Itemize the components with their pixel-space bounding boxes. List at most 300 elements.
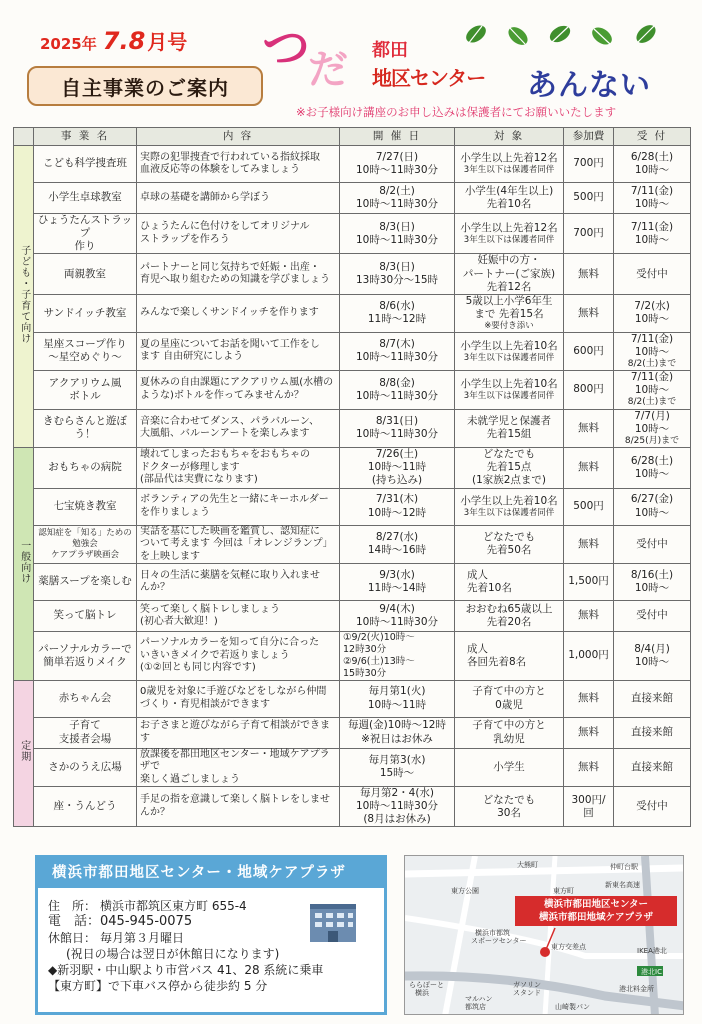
- table-row: [14, 448, 691, 488]
- cell-line: 10時～: [634, 582, 670, 594]
- cell-line: 日々の生活に薬膳を気軽に取り入れませ: [140, 569, 320, 581]
- cell-line: 実際の犯罪捜査で行われている指紋採取: [140, 151, 320, 163]
- table-row: [14, 183, 691, 214]
- target-note: 3年生以下は保護者同伴: [463, 391, 555, 402]
- cell-line: 10時～11時: [367, 461, 427, 474]
- program-date: [340, 183, 455, 214]
- cell-line: 10時～11時30分: [355, 164, 439, 176]
- map-label: ガソリン: [513, 981, 541, 989]
- target-note: ※要付き添い: [484, 321, 534, 331]
- header-name: 事 業 名: [34, 128, 137, 146]
- cell-line: 子育て中の方と: [472, 719, 546, 732]
- cell-line: 乳幼児: [493, 732, 525, 745]
- program-target: [455, 448, 564, 488]
- program-date: [340, 371, 455, 410]
- cell-line: 6/27(金): [630, 493, 674, 506]
- cell-line: 11時～12時: [367, 313, 427, 326]
- cell-line: んか？: [140, 582, 170, 593]
- leaf-icon: [463, 22, 489, 46]
- cell-line: 大風船、バルーンアートを楽しみます: [140, 428, 310, 440]
- cell-line: (①②回とも同じ内容です): [140, 662, 256, 673]
- program-name: [34, 448, 137, 488]
- map-label: 横浜: [415, 989, 429, 997]
- program-name: [34, 254, 137, 294]
- leaf-icon: [505, 24, 531, 49]
- cell-line: 8/6(水): [379, 300, 415, 313]
- table-row: [14, 332, 691, 371]
- cell-line: ひょうたんストラップ: [37, 214, 133, 240]
- cell-line: いきいきメイクで若返りましょう: [140, 649, 290, 661]
- cell-line: 卓球の基礎を講師から学ぼう: [140, 191, 270, 203]
- program-date: [340, 680, 455, 717]
- cell-line: 8/2(土)まで: [627, 358, 677, 369]
- address-value: 横浜市都筑区東方町 655-4: [100, 899, 247, 913]
- cell-line: 笑って楽しく脳トレしましょう: [140, 603, 280, 615]
- program-fee: 500円: [564, 488, 614, 525]
- cell-line: 10時～11時30分: [355, 800, 439, 813]
- cell-line: 毎月第1(火): [368, 685, 426, 698]
- cell-line: 簡単若返りメイク: [43, 655, 127, 668]
- cell-line: 7/7(月): [634, 409, 670, 422]
- cell-line: 6/28(土): [630, 454, 674, 467]
- cell-line: 先着10名: [467, 582, 512, 594]
- program-reception: [614, 183, 691, 214]
- tel-value[interactable]: 045-945-0075: [100, 914, 193, 929]
- cell-line: きむらさんと遊ぼう！: [43, 415, 127, 441]
- cell-line: みんなで楽しくサンドイッチを作ります: [140, 306, 319, 318]
- program-target: [455, 632, 564, 681]
- cell-line: 直接来館: [631, 760, 673, 773]
- category-label: 一般向け: [18, 539, 30, 584]
- cell-line: ②9/6(土)13時～: [343, 655, 415, 667]
- map-label: 新東名高速: [605, 881, 640, 889]
- cell-line: 8/25(月)まで: [624, 435, 680, 446]
- program-fee: 700円: [564, 214, 614, 254]
- program-target: [455, 371, 564, 410]
- table-row: [14, 525, 691, 564]
- cell-line: 10時～12時: [367, 506, 427, 519]
- cell-line: 8/3(日): [379, 220, 415, 233]
- cell-line: アクアリウム風: [48, 376, 122, 389]
- program-reception: [614, 680, 691, 717]
- program-content: [137, 632, 340, 681]
- cell-line: (持ち込み): [371, 474, 423, 487]
- cell-line: 10時～: [634, 198, 670, 210]
- map-label: 横浜市都筑: [475, 929, 510, 937]
- program-content: [137, 488, 340, 525]
- cell-line: 勉強会: [72, 538, 98, 549]
- cell-line: どなたでも: [482, 448, 536, 461]
- program-content: [137, 214, 340, 254]
- leaf-icons: [462, 20, 682, 52]
- logo-annai: あんない: [527, 68, 651, 103]
- program-target: [455, 332, 564, 371]
- cell-line: 10時～: [634, 506, 670, 519]
- program-target: [455, 488, 564, 525]
- program-reception: [614, 564, 691, 601]
- program-reception: [614, 632, 691, 681]
- program-name: [34, 183, 137, 214]
- program-date: [340, 632, 455, 681]
- program-reception: [614, 717, 691, 748]
- map-label: 山崎製パン: [555, 1003, 590, 1011]
- cell-line: 6/28(土): [630, 150, 674, 163]
- header-reception: 受 付: [614, 128, 691, 146]
- category-child: [14, 146, 34, 448]
- program-content: [137, 748, 340, 787]
- program-fee: 無料: [564, 409, 614, 448]
- program-content: [137, 332, 340, 371]
- program-date: [340, 448, 455, 488]
- program-content: [137, 680, 340, 717]
- cell-line: 小学生以上先着12名: [460, 221, 558, 234]
- program-date: [340, 254, 455, 294]
- cell-line: 成人: [467, 568, 488, 581]
- cell-line: 7/11(金): [630, 184, 674, 197]
- cell-line: 成人: [467, 642, 488, 655]
- program-target: [455, 717, 564, 748]
- program-content: [137, 183, 340, 214]
- program-name: [34, 332, 137, 371]
- cell-line: 受付中: [636, 800, 668, 813]
- cell-line: 14時～16時: [367, 544, 427, 557]
- cell-line: 7/2(水): [634, 300, 670, 313]
- map-label: IKEA港北: [637, 947, 667, 955]
- table-row: [14, 254, 691, 294]
- program-fee: 無料: [564, 601, 614, 632]
- cell-line: 15時30分: [343, 667, 387, 679]
- cell-line: 小学生以上先着10名: [460, 378, 558, 390]
- map-label: スタンド: [513, 989, 541, 997]
- cell-line: 10時～11時: [367, 698, 427, 711]
- map-callout: 横浜市都田地区センター 横浜市都田地域ケアプラザ: [515, 896, 677, 926]
- cell-line: 30名: [497, 806, 521, 819]
- facility-info: [35, 855, 387, 1015]
- program-fee: 300円/回: [564, 787, 614, 827]
- cell-line: 壊れてしまったおもちゃをおもちゃの: [140, 449, 310, 461]
- cell-line: 両親教室: [64, 267, 106, 280]
- map-label: 大熊町: [517, 861, 538, 869]
- header-blank: [14, 128, 34, 146]
- access-line-1: ◆新羽駅・中山駅より市営バス 41、28 系統に乗車: [48, 963, 324, 977]
- program-target: [455, 525, 564, 564]
- program-date: [340, 601, 455, 632]
- cell-line: さかのうえ広場: [48, 760, 122, 773]
- table-row: [14, 294, 691, 332]
- cell-line: 8/31(日): [375, 415, 419, 428]
- map-label: 仲町台駅: [610, 863, 638, 871]
- cell-line: ついて考えます 今回は「オレンジランプ」: [140, 538, 333, 549]
- cell-line: 楽しく過ごしましょう: [140, 773, 240, 785]
- closed-label: 休館日：: [48, 931, 97, 945]
- program-fee: 無料: [564, 294, 614, 332]
- program-fee: 500円: [564, 183, 614, 214]
- program-name: [34, 632, 137, 681]
- program-target: [455, 294, 564, 332]
- program-name: [34, 146, 137, 183]
- header-target: 対 象: [455, 128, 564, 146]
- category-regular: [14, 680, 34, 827]
- cell-line: 7/11(金): [630, 332, 674, 345]
- program-content: [137, 525, 340, 564]
- cell-line: パートナー(ご家族): [462, 267, 556, 280]
- cell-line: パートナーと同じ気持ちで妊娠・出産・: [140, 261, 320, 273]
- program-date: [340, 488, 455, 525]
- issue-year: 2025年: [40, 35, 97, 53]
- cell-line: 10時～11時30分: [355, 616, 439, 628]
- cell-line: 11時～14時: [367, 582, 427, 594]
- program-name: [34, 371, 137, 410]
- program-date: [340, 748, 455, 787]
- header-fee: 参加費: [564, 128, 614, 146]
- category-label: 子ども・子育て向け: [18, 244, 30, 344]
- cell-line: 7/31(木): [375, 493, 419, 506]
- program-fee: 1,000円: [564, 632, 614, 681]
- program-target: [455, 680, 564, 717]
- program-fee: 無料: [564, 525, 614, 564]
- table-row: [14, 632, 691, 681]
- program-date: [340, 564, 455, 601]
- cell-line: ストラップを作ろう: [140, 233, 230, 245]
- cell-line: (初心者大歓迎！): [140, 616, 218, 627]
- cell-line: 9/3(水): [379, 568, 415, 581]
- cell-line: 8/16(土): [630, 568, 674, 581]
- closed-value: 毎月第３月曜日: [100, 931, 185, 945]
- table-row: [14, 717, 691, 748]
- cell-line: 座・うんどう: [53, 800, 117, 813]
- program-reception: [614, 371, 691, 410]
- cell-line: を上映します: [140, 550, 200, 562]
- program-fee: 無料: [564, 448, 614, 488]
- program-content: [137, 787, 340, 827]
- cell-line: サンドイッチ教室: [43, 306, 127, 319]
- cell-line: 0歳児を対象に手遊びなどをしながら仲間: [140, 686, 327, 697]
- cell-line: ような)ボトルを作ってみませんか？: [140, 389, 304, 401]
- program-name: [34, 717, 137, 748]
- program-date: [340, 717, 455, 748]
- cell-line: 先着20名: [486, 616, 532, 628]
- program-reception: [614, 787, 691, 827]
- leaf-icon: [633, 22, 659, 47]
- closed-note: (祝日の場合は翌日が休館日になります): [66, 947, 280, 961]
- target-note: 3年生以下は保護者同伴: [463, 234, 555, 245]
- map-label: 港北IC: [641, 968, 662, 976]
- cell-line: 7/26(土): [375, 448, 419, 461]
- program-content: [137, 146, 340, 183]
- table-row: [14, 748, 691, 787]
- cell-line: 子育て: [69, 719, 101, 732]
- cell-line: 先着15組: [486, 428, 532, 441]
- cell-line: 8/7(木): [379, 338, 415, 351]
- program-date: [340, 214, 455, 254]
- cell-line: 妊娠中の方・: [477, 254, 541, 267]
- cell-line: 夏の星座についてお話を聞いて工作をし: [140, 338, 320, 350]
- program-name: [34, 488, 137, 525]
- cell-line: 小学生卓球教室: [48, 191, 122, 204]
- cell-line: 手足の指を意識して楽しく脳トレをしませ: [140, 794, 330, 806]
- cell-line: 毎月第3(水): [368, 754, 426, 767]
- cell-line: ます 自由研究にしよう: [140, 351, 244, 363]
- target-note: 3年生以下は保護者同伴: [463, 165, 555, 176]
- cell-line: 先着12名: [486, 280, 532, 293]
- cell-line: どなたでも: [482, 793, 536, 806]
- cell-line: パーソナルカラーで: [38, 642, 132, 655]
- cell-line: ①9/2(火)10時～: [343, 632, 415, 643]
- cell-line: (部品代は実費になります): [140, 474, 258, 486]
- cell-line: 直接来館: [631, 725, 673, 738]
- table-row: [14, 146, 691, 183]
- map-label: 東方公園: [451, 887, 479, 895]
- program-reception: [614, 525, 691, 564]
- program-content: [137, 601, 340, 632]
- cell-line: 実話を基にした映画を鑑賞し、認知症に: [140, 525, 320, 537]
- program-name: [34, 601, 137, 632]
- table-header-row: [14, 128, 691, 146]
- cell-line: 小学生: [493, 760, 525, 773]
- program-content: [137, 448, 340, 488]
- cell-line: 7/11(金): [630, 371, 674, 384]
- access-map: [404, 855, 684, 1015]
- cell-line: 毎月第2・4(水): [359, 787, 435, 799]
- cell-line: 9/4(木): [379, 602, 415, 615]
- program-fee: 無料: [564, 748, 614, 787]
- program-content: [137, 294, 340, 332]
- cell-line: 8/3(日): [379, 260, 415, 273]
- program-reception: [614, 748, 691, 787]
- table-row: [14, 371, 691, 410]
- category-label: 定期: [18, 740, 30, 763]
- cell-line: どなたでも: [482, 531, 536, 544]
- table-row: [14, 680, 691, 717]
- target-note: 3年生以下は保護者同伴: [463, 352, 555, 363]
- cell-line: 毎週(金)10時～12時: [348, 719, 446, 732]
- program-content: [137, 254, 340, 294]
- cell-line: づくり・育児相談ができます: [140, 698, 270, 710]
- cell-line: 受付中: [636, 609, 668, 622]
- header-date: 開 催 日: [340, 128, 455, 146]
- header-content: 内 容: [137, 128, 340, 146]
- cell-line: 七宝焼き教室: [53, 499, 117, 512]
- program-content: [137, 371, 340, 410]
- program-name: [34, 748, 137, 787]
- program-date: [340, 332, 455, 371]
- program-reception: [614, 146, 691, 183]
- table-row: [14, 564, 691, 601]
- cell-line: おもちゃの病院: [48, 461, 122, 474]
- cell-line: 音楽に合わせてダンス、パラバルーン、: [140, 415, 320, 427]
- cell-line: 血液反応等の体験をしてみましょう: [140, 164, 300, 175]
- leaf-icon: [547, 22, 573, 45]
- cell-line: 育児へ取り組むための知識を学びましょう: [140, 274, 330, 286]
- program-fee: 無料: [564, 717, 614, 748]
- program-reception: [614, 409, 691, 448]
- program-content: [137, 717, 340, 748]
- program-table: [13, 127, 691, 827]
- issue-suffix: 月号: [147, 30, 188, 54]
- program-content: [137, 564, 340, 601]
- cell-line: パーソナルカラーを知って自分に合った: [140, 637, 320, 648]
- program-reception: [614, 488, 691, 525]
- cell-line: 薬膳スープを楽しむ: [38, 575, 132, 588]
- issue-month: 7.8: [102, 27, 146, 55]
- cell-line: 放課後を都田地区センター・地域ケアプラザで: [140, 748, 330, 772]
- cell-line: 8/4(月): [634, 642, 670, 655]
- cell-line: 支援者会場: [58, 732, 112, 745]
- guardian-note: ※お子様向け講座のお申し込みは保護者にてお願いいたします: [296, 105, 617, 119]
- cell-line: 10時～11時30分: [355, 198, 439, 210]
- program-fee: 800円: [564, 371, 614, 410]
- cell-line: 先着10名: [486, 198, 532, 210]
- cell-line: 10時～11時30分: [355, 428, 439, 441]
- cell-line: 0歳児: [495, 698, 523, 711]
- cell-line: ドクターが修理します: [140, 461, 240, 473]
- cell-line: 受付中: [636, 537, 668, 550]
- cell-line: ※祝日はお休み: [361, 732, 433, 745]
- cell-line: 10時～: [634, 422, 670, 435]
- cell-line: 直接来館: [631, 691, 673, 704]
- cell-line: 各回先着8名: [467, 655, 527, 668]
- cell-line: ～星空めぐり～: [48, 351, 122, 364]
- cell-line: んか？: [140, 806, 170, 818]
- table-row: [14, 601, 691, 632]
- cell-line: 13時30分～15時: [355, 274, 439, 287]
- leaf-icon: [589, 24, 615, 48]
- cell-line: 10時～11時30分: [355, 389, 439, 402]
- cell-line: 先着15点: [486, 461, 532, 474]
- facility-name: 横浜市都田地区センター・地域ケアプラザ: [38, 858, 384, 888]
- cell-line: 作り: [74, 240, 96, 253]
- program-fee: 1,500円: [564, 564, 614, 601]
- program-date: [340, 146, 455, 183]
- cell-line: 8/8(金): [379, 376, 415, 389]
- program-name: [34, 564, 137, 601]
- cell-line: 10時～: [634, 233, 670, 246]
- program-target: [455, 183, 564, 214]
- cell-line: ケアプラザ映画会: [50, 549, 119, 560]
- cell-line: まで 先着15名: [474, 307, 544, 320]
- cell-line: 7/27(日): [375, 150, 419, 163]
- program-reception: [614, 214, 691, 254]
- program-reception: [614, 332, 691, 371]
- table-row: [14, 488, 691, 525]
- program-target: [455, 787, 564, 827]
- cell-line: 10時～: [634, 467, 670, 480]
- cell-line: ボトル: [69, 389, 101, 402]
- page-title: 自主事業のご案内: [27, 66, 263, 106]
- program-target: [455, 214, 564, 254]
- logo-tsu: つ: [262, 20, 311, 76]
- cell-line: 10時～11時30分: [355, 233, 439, 246]
- program-name: [34, 214, 137, 254]
- map-label: ららぽーと: [409, 981, 444, 989]
- program-reception: [614, 448, 691, 488]
- program-name: [34, 525, 137, 564]
- logo-da: だ: [308, 47, 348, 93]
- cell-line: おおむね65歳以上: [465, 602, 553, 615]
- access-line-2: 【東方町】で下車バス停から徒歩約 5 分: [48, 979, 268, 993]
- cell-line: 10時～: [634, 384, 670, 397]
- program-name: [34, 787, 137, 827]
- cell-line: (1家族2点まで): [471, 474, 547, 487]
- cell-line: 小学生以上先着12名: [460, 152, 558, 165]
- cell-line: 8/27(水): [375, 531, 419, 544]
- logo-tsuda: 都田: [372, 40, 408, 61]
- cell-line: ひょうたんに色付けをしてオリジナル: [140, 221, 310, 233]
- program-target: [455, 254, 564, 294]
- map-label: 港北料金所: [619, 985, 654, 993]
- cell-line: 10時～: [634, 313, 670, 326]
- program-fee: 無料: [564, 680, 614, 717]
